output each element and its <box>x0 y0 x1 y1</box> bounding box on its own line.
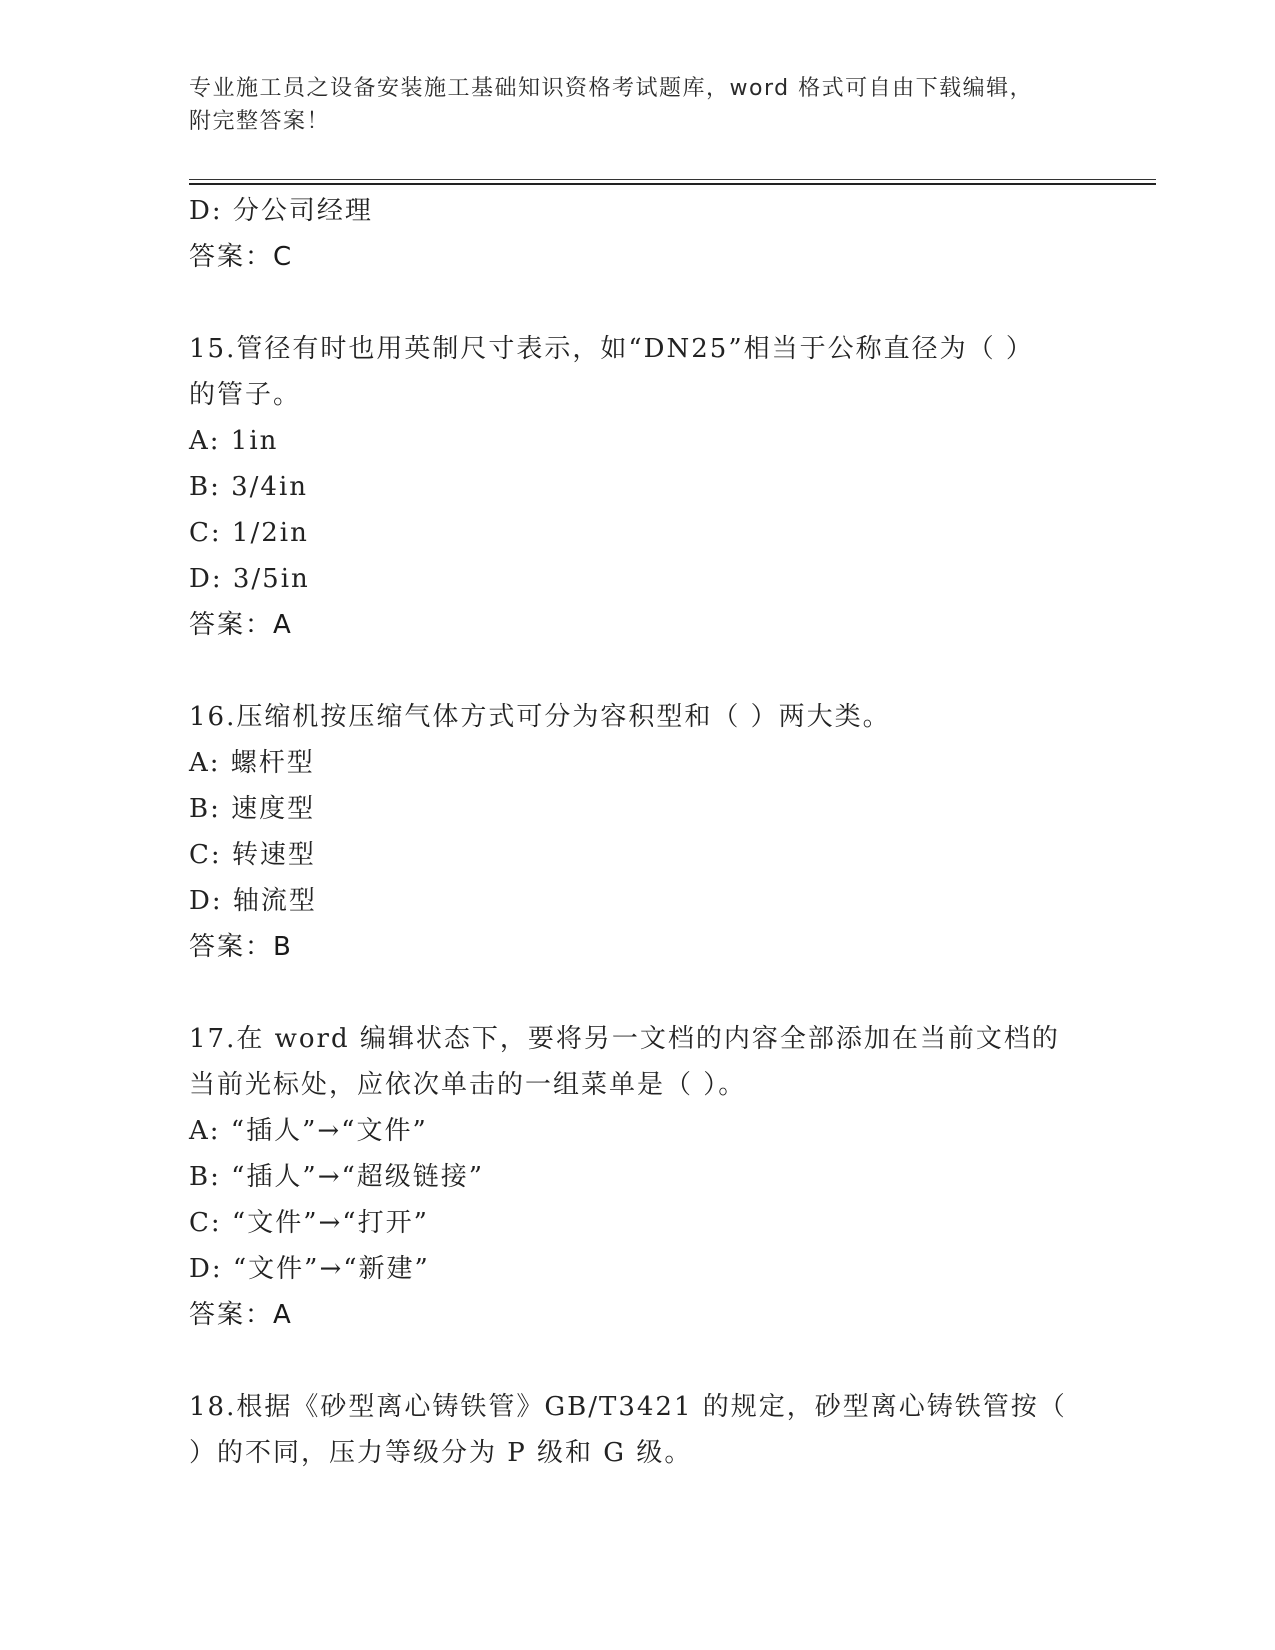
answer: 答案：A <box>189 610 293 640</box>
question-18 <box>189 1384 1089 1476</box>
header-divider-thin <box>189 179 1156 180</box>
option-c: C: 转速型 <box>189 840 316 870</box>
option-b: B: “插人”→“超级链接” <box>189 1162 485 1192</box>
question-stem: 18.根据《砂型离心铸铁管》GB/T3421 的规定，砂型离心铸铁管按（ <box>189 1392 1067 1422</box>
spacer <box>189 970 1089 1016</box>
option-a: A: 1in <box>189 426 279 456</box>
option-d: D: 3/5in <box>189 564 310 594</box>
header-line-1: 专业施工员之设备安装施工基础知识资格考试题库，word 格式可自由下载编辑， <box>189 76 1034 101</box>
prev-question-answer: 答案：C <box>189 242 294 272</box>
question-16 <box>189 694 1089 970</box>
header-line-2: 附完整答案！ <box>189 109 331 134</box>
option-b: B: 3/4in <box>189 472 309 502</box>
option-b: B: 速度型 <box>189 794 316 824</box>
question-stem: 16.压缩机按压缩气体方式可分为容积型和（ ）两大类。 <box>189 702 891 732</box>
option-a: A: “插人”→“文件” <box>189 1116 428 1146</box>
question-stem-continued: 的管子。 <box>189 380 302 410</box>
option-c: C: “文件”→“打开” <box>189 1208 429 1238</box>
document-header <box>189 72 1089 138</box>
spacer <box>189 648 1089 694</box>
answer: 答案：B <box>189 932 293 962</box>
option-a: A: 螺杆型 <box>189 748 315 778</box>
header-divider-thick <box>189 183 1156 185</box>
question-15 <box>189 326 1089 648</box>
question-stem: 15.管径有时也用英制尺寸表示，如“DN25”相当于公称直径为（ ） <box>189 334 1034 364</box>
spacer <box>189 280 1089 326</box>
option-d: D: 轴流型 <box>189 886 317 916</box>
question-stem: 17.在 word 编辑状态下，要将另一文档的内容全部添加在当前文档的 <box>189 1024 1060 1054</box>
spacer <box>189 1338 1089 1384</box>
option-c: C: 1/2in <box>189 518 309 548</box>
question-17 <box>189 1016 1089 1338</box>
question-stem-continued: ）的不同，压力等级分为 P 级和 G 级。 <box>189 1438 693 1468</box>
prev-question-option-d: D: 分公司经理 <box>189 196 373 226</box>
option-d: D: “文件”→“新建” <box>189 1254 430 1284</box>
question-stem-continued: 当前光标处，应依次单击的一组菜单是（ ）。 <box>189 1070 747 1100</box>
question-list <box>189 188 1089 1476</box>
answer: 答案：A <box>189 1300 293 1330</box>
